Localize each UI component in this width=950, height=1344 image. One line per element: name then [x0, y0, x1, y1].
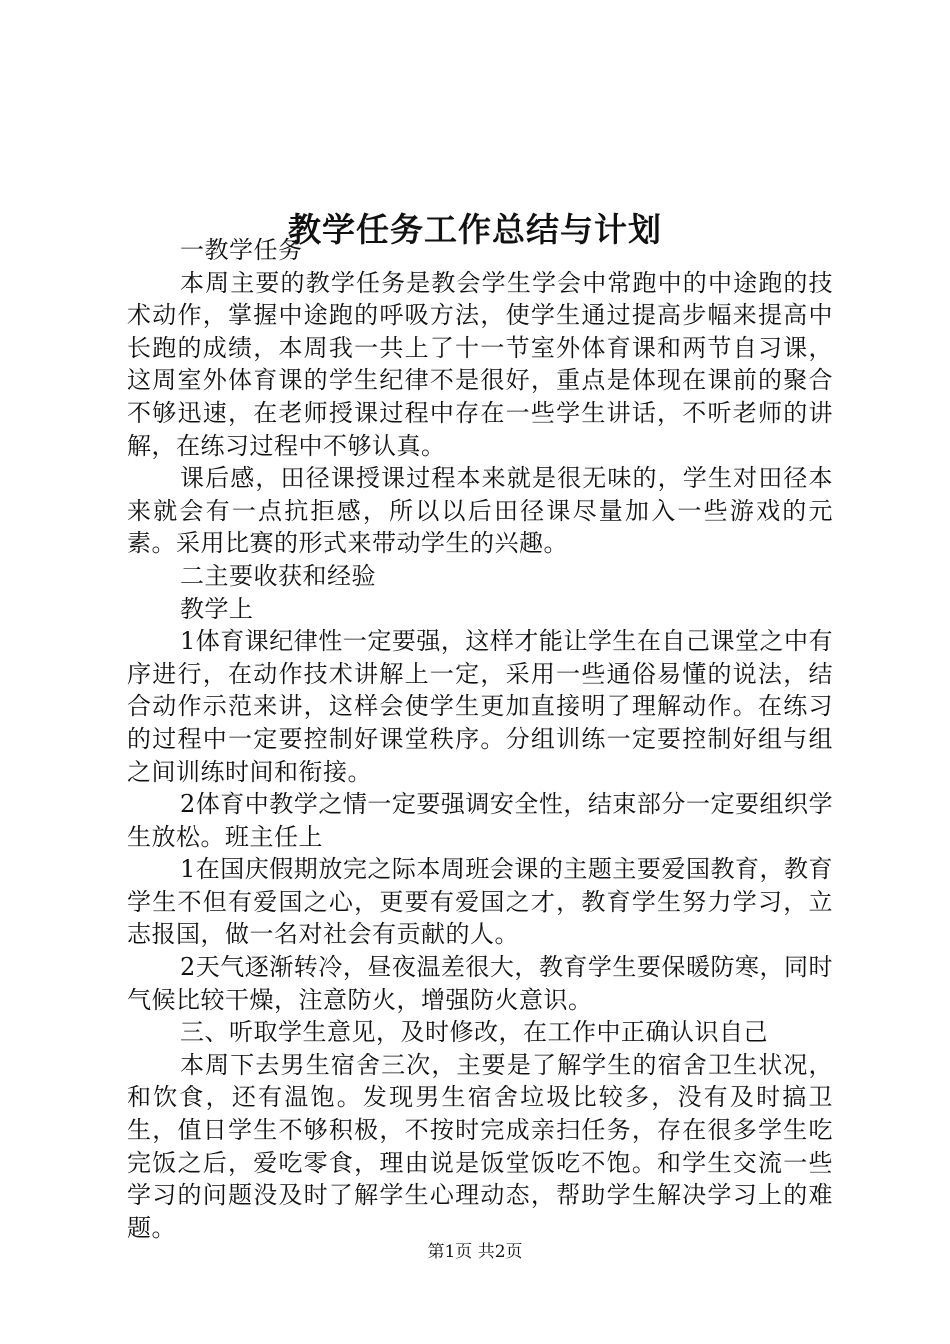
page-number: 第1页 共2页 — [427, 1242, 523, 1262]
paragraph-patriotism: 1在国庆假期放完之际本周班会课的主题主要爱国教育，教育学生不但有爱国之心，更要有爱国之才，教育学生努力学习，立志报国，做一名对社会有贡献的人。 — [127, 855, 833, 949]
section-heading-gains: 二主要收获和经验 — [180, 561, 376, 590]
section-heading-listening: 三、听取学生意见，及时修改，在工作中正确认识自己 — [180, 1018, 768, 1047]
paragraph-teaching-tasks: 本周主要的教学任务是教会学生学会中常跑中的中途跑的技术动作，掌握中途跑的呼吸方法，使学生通过提高步幅来提高中长跑的成绩，本周我一共上了十一节室外体育课和两节自习课，这周室外体育课的学生纪律不是很好，重点是体现在课前的聚合不够迅速，在老师授课过程中存在一些学生讲话，不听老师的讲解，在练习过程中不够认真。 — [127, 268, 833, 460]
section-heading-teaching-tasks: 一教学任务 — [180, 236, 303, 264]
document-body — [127, 234, 833, 1244]
paragraph-discipline: 1体育课纪律性一定要强，这样才能让学生在自己课堂之中有序进行，在动作技术讲解上一定，采用一些通俗易懂的说法，结合动作示范来讲，这样会使学生更加直接明了理解动作。在练习的过程中一定要控制好课堂秩序。分组训练一定要控制好组与组之间训练时间和衔接。 — [127, 627, 833, 786]
paragraph-dormitory: 本周下去男生宿舍三次，主要是了解学生的宿舍卫生状况，和饮食，还有温饱。发现男生宿舍垃圾比较多，没有及时搞卫生，值日学生不够积极，不按时完成亲扫任务，存在很多学生吃完饭之后，爱吃零食，理由说是饭堂饭吃不饱。和学生交流一些学习的问题没及时了解学生心理动态，帮助学生解决学习上的难题。 — [127, 1050, 833, 1242]
subheading-teaching: 教学上 — [180, 594, 254, 623]
paragraph-after-class: 课后感，田径课授课过程本来就是很无味的，学生对田径本来就会有一点抗拒感，所以以后田径课尽量加入一些游戏的元素。采用比赛的形式来带动学生的兴趣。 — [127, 464, 833, 558]
paragraph-safety: 2体育中教学之情一定要强调安全性，结束部分一定要组织学生放松。班主任上 — [127, 790, 833, 851]
paragraph-weather: 2天气逐渐转冷，昼夜温差很大，教育学生要保暖防寒，同时气候比较干燥，注意防火，增强防火意识。 — [127, 953, 833, 1014]
document-title: 教学任务工作总结与计划 — [288, 210, 662, 250]
